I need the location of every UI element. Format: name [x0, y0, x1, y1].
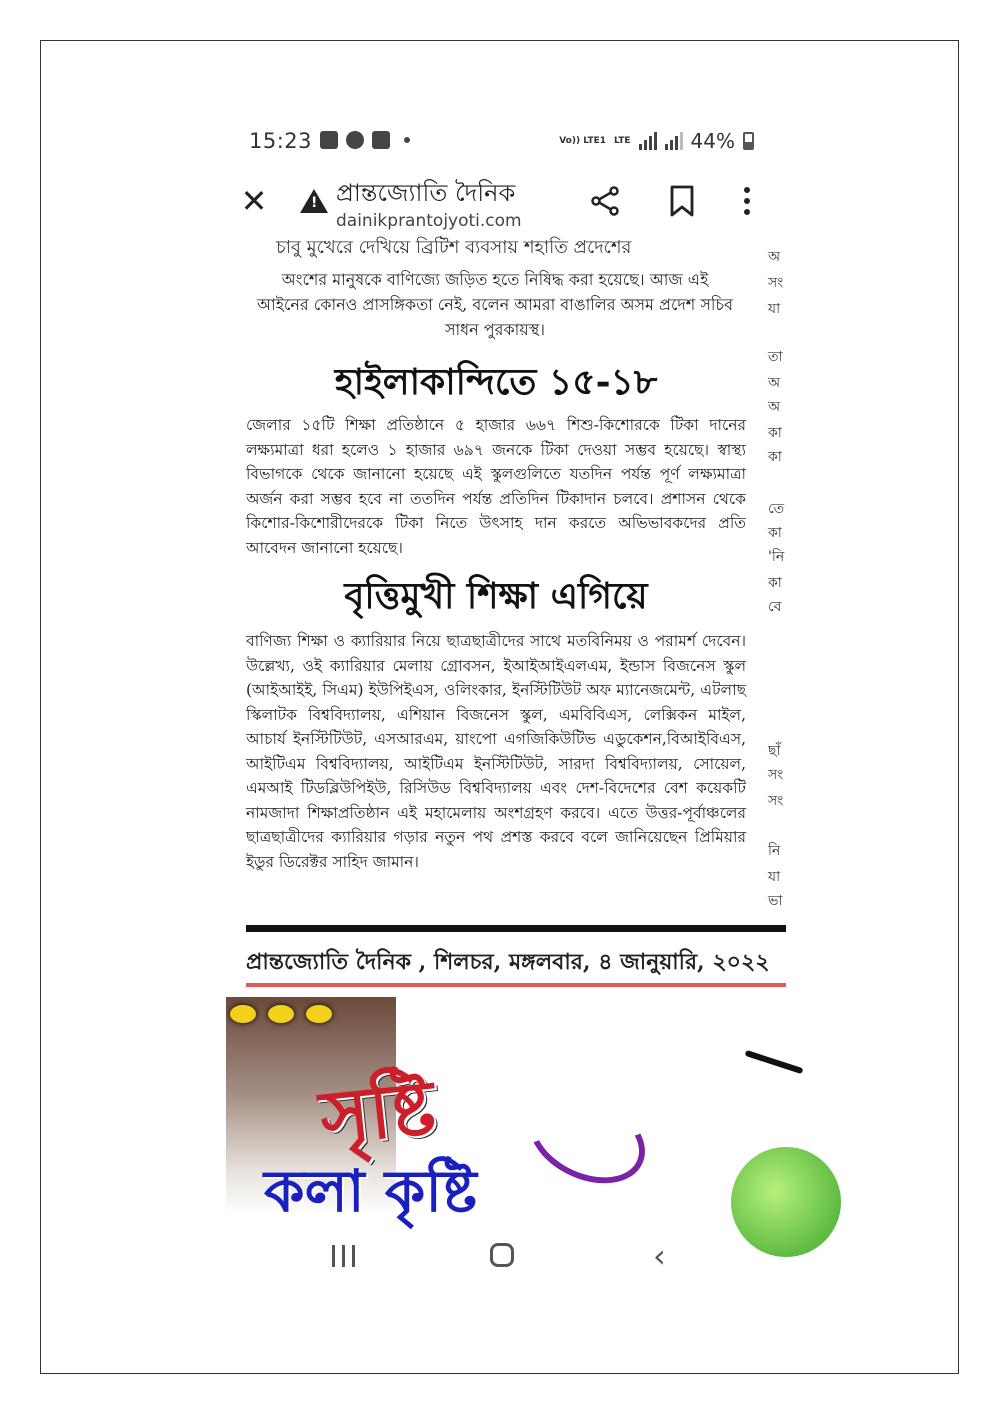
side-column-char: অ — [768, 375, 781, 391]
side-column-char: কা — [768, 425, 782, 441]
headline-vocational: বৃত্তিমুখী শিক্ষা এগিয়ে — [344, 575, 648, 617]
status-bar — [216, 125, 786, 159]
paragraph-career-fair: বাণিজ্য শিক্ষা ও ক্যারিয়ার নিয়ে ছাত্রছাত্রীদের সাথে মতবিনিময় ও পরামর্শ দেবেন। উল্লেখ্য, ওই ক্যারিয়ার মেলায় গ্রোবসন, ইআইআইএলএম, ইন্ডাস বিজনেস স্কুল (আইআইই, সিএম) ইউপিইএস, ওলিংকার, ইনস্টিটিউট অফ ম্যানেজমেন্ট, এটলাছ স্কিলাটক বিশ্ববিদ্যালয়, এশিয়ান বিজনেস স্কুল, এমবিবিএস, লেক্সিকন মাইল, আচার্য ইনস্টিটিউট, এসআরএম, য়াংপো এগজিকিউটিভ এডুকেশন,বিআইবিএস, আইটিএম বিশ্ববিদ্যালয়, আইটিএম ইনস্টিটিউট, সারদা বিশ্ববিদ্যালয়, সোয়েল, এমআই টিডব্লিউপিইউ, রিসিউড বিশ্ববিদ্যালয় এবং দেশ-বিদেশের বেশ কয়েকটি নামজাদা শিক্ষাপ্রতিষ্ঠান এই মহামেলায় অংশগ্রহণ করবে। এতে উত্তর-পূর্বাঞ্চলের ছাত্রছাত্রীদের ক্যারিয়ার গড়ার নতুন পথ প্রশস্ত করবে বলে জানিয়েছেন প্রিমিয়ার ইডুর ডিরেক্টর সাহিদ জামান। — [246, 632, 746, 871]
side-column-char: অ — [768, 399, 781, 415]
lte-icon: LTE — [614, 135, 631, 146]
headline-hailakandi: হাইলাকান্দিতে ১৫-১৮ — [334, 361, 658, 403]
newspaper-masthead: প্রান্তজ্যোতি দৈনিক , শিলচর, মঙ্গলবার, ৪ জানুয়ারি, ২০২২ — [246, 949, 770, 975]
status-time: 15:23 — [249, 129, 313, 153]
site-title: প্রান্তজ্যোতি দৈনিক — [336, 179, 516, 207]
advertisement-banner[interactable] — [226, 997, 786, 1225]
side-column-char: যা — [768, 301, 781, 317]
side-column-char: কা — [768, 525, 782, 541]
close-icon[interactable]: ✕ — [240, 182, 268, 220]
more-vert-icon[interactable] — [742, 185, 752, 217]
cut-off-line: চাবু মুখেরে দেখিয়ে ব্রিটিশ ব্যবসায় শহাতি প্রদেশের — [276, 237, 632, 258]
article-content[interactable] — [216, 237, 786, 1225]
side-column-char: ভা — [768, 893, 783, 909]
masthead-underline — [246, 983, 786, 987]
side-column-char: নি — [768, 843, 781, 859]
paragraph-vaccination: জেলার ১৫টি শিক্ষা প্রতিষ্ঠানে ৫ হাজার ৬৬৭ শিশু-কিশোরকে টিকা দানের লক্ষ্যমাত্রা ধরা হলেও ১ হাজার ৬৯৭ জনকে টিকা দেওয়া সম্ভব হয়েছে। স্বাস্থ্য বিভাগকে থেকে জানানো হয়েছে এই স্কুলগুলিতে যতদিন পর্যন্ত পূর্ণ লক্ষ্যমাত্রা অর্জন করা সম্ভব হবে না ততদিন পর্যন্ত প্রতিদিন টিকাদান চলবে। প্রশাসন থেকে কিশোর-কিশোরীদেরকে টিকা নিতে উৎসাহ দান করতে অভিভাবকদের প্রতি আবেদন জানানো হয়েছে। — [246, 416, 746, 557]
phone-screen — [216, 115, 786, 1295]
ad-subtitle-kala-kristi: কলা কৃষ্টি — [264, 1157, 477, 1225]
side-column-char: সং — [768, 275, 784, 291]
battery-icon — [743, 132, 754, 150]
side-column-char: 'নি — [768, 549, 785, 565]
warning-icon[interactable] — [300, 189, 328, 213]
more-notifications-icon — [404, 137, 410, 143]
signal-icon — [639, 132, 657, 150]
gallery-icon — [320, 131, 338, 149]
side-column-char: বে — [768, 599, 782, 615]
shopping-bag-icon — [372, 131, 390, 149]
battery-percent: 44% — [690, 129, 735, 153]
stage-lights — [230, 1005, 332, 1023]
site-url[interactable]: dainikprantojyoti.com — [336, 211, 522, 231]
side-column-char: কা — [768, 449, 782, 465]
share-icon[interactable] — [589, 185, 621, 217]
section-divider — [246, 925, 786, 932]
warning-symbol: ! — [311, 195, 318, 211]
back-icon[interactable]: ‹ — [653, 1237, 666, 1275]
android-nav-bar — [216, 1219, 786, 1295]
ad-swirl-graphic — [514, 1075, 659, 1201]
side-column-char: অ — [768, 249, 781, 265]
side-column-char: যা — [768, 869, 781, 885]
notification-icons — [320, 131, 410, 149]
recents-icon[interactable] — [332, 1245, 355, 1267]
side-column-char: কা — [768, 575, 782, 591]
side-column-char: সং — [768, 793, 784, 809]
home-icon[interactable] — [490, 1243, 514, 1267]
side-column-char: সং — [768, 767, 784, 783]
side-column-char: ছাঁ — [768, 743, 781, 759]
signal-2-icon — [665, 132, 683, 150]
intro-paragraph: অংশের মানুষকে বাণিজ্যে জড়িত হতে নিষিদ্ধ করা হয়েছে। আজ এই আইনের কোনও প্রাসঙ্গিকতা নেই, বলেন আমরা বাঙালির অসম প্রদেশ সচিব সাধন পুরকায়স্থ। — [256, 270, 734, 339]
side-column-char: তা — [768, 349, 783, 365]
volte-icon: Vo)) LTE1 — [559, 135, 606, 146]
jio-icon — [346, 131, 364, 149]
status-right — [559, 129, 754, 153]
bookmark-icon[interactable] — [668, 185, 696, 217]
side-column-char: তে — [768, 501, 785, 517]
ad-title-srishti: সৃষ্টি — [316, 1064, 440, 1162]
